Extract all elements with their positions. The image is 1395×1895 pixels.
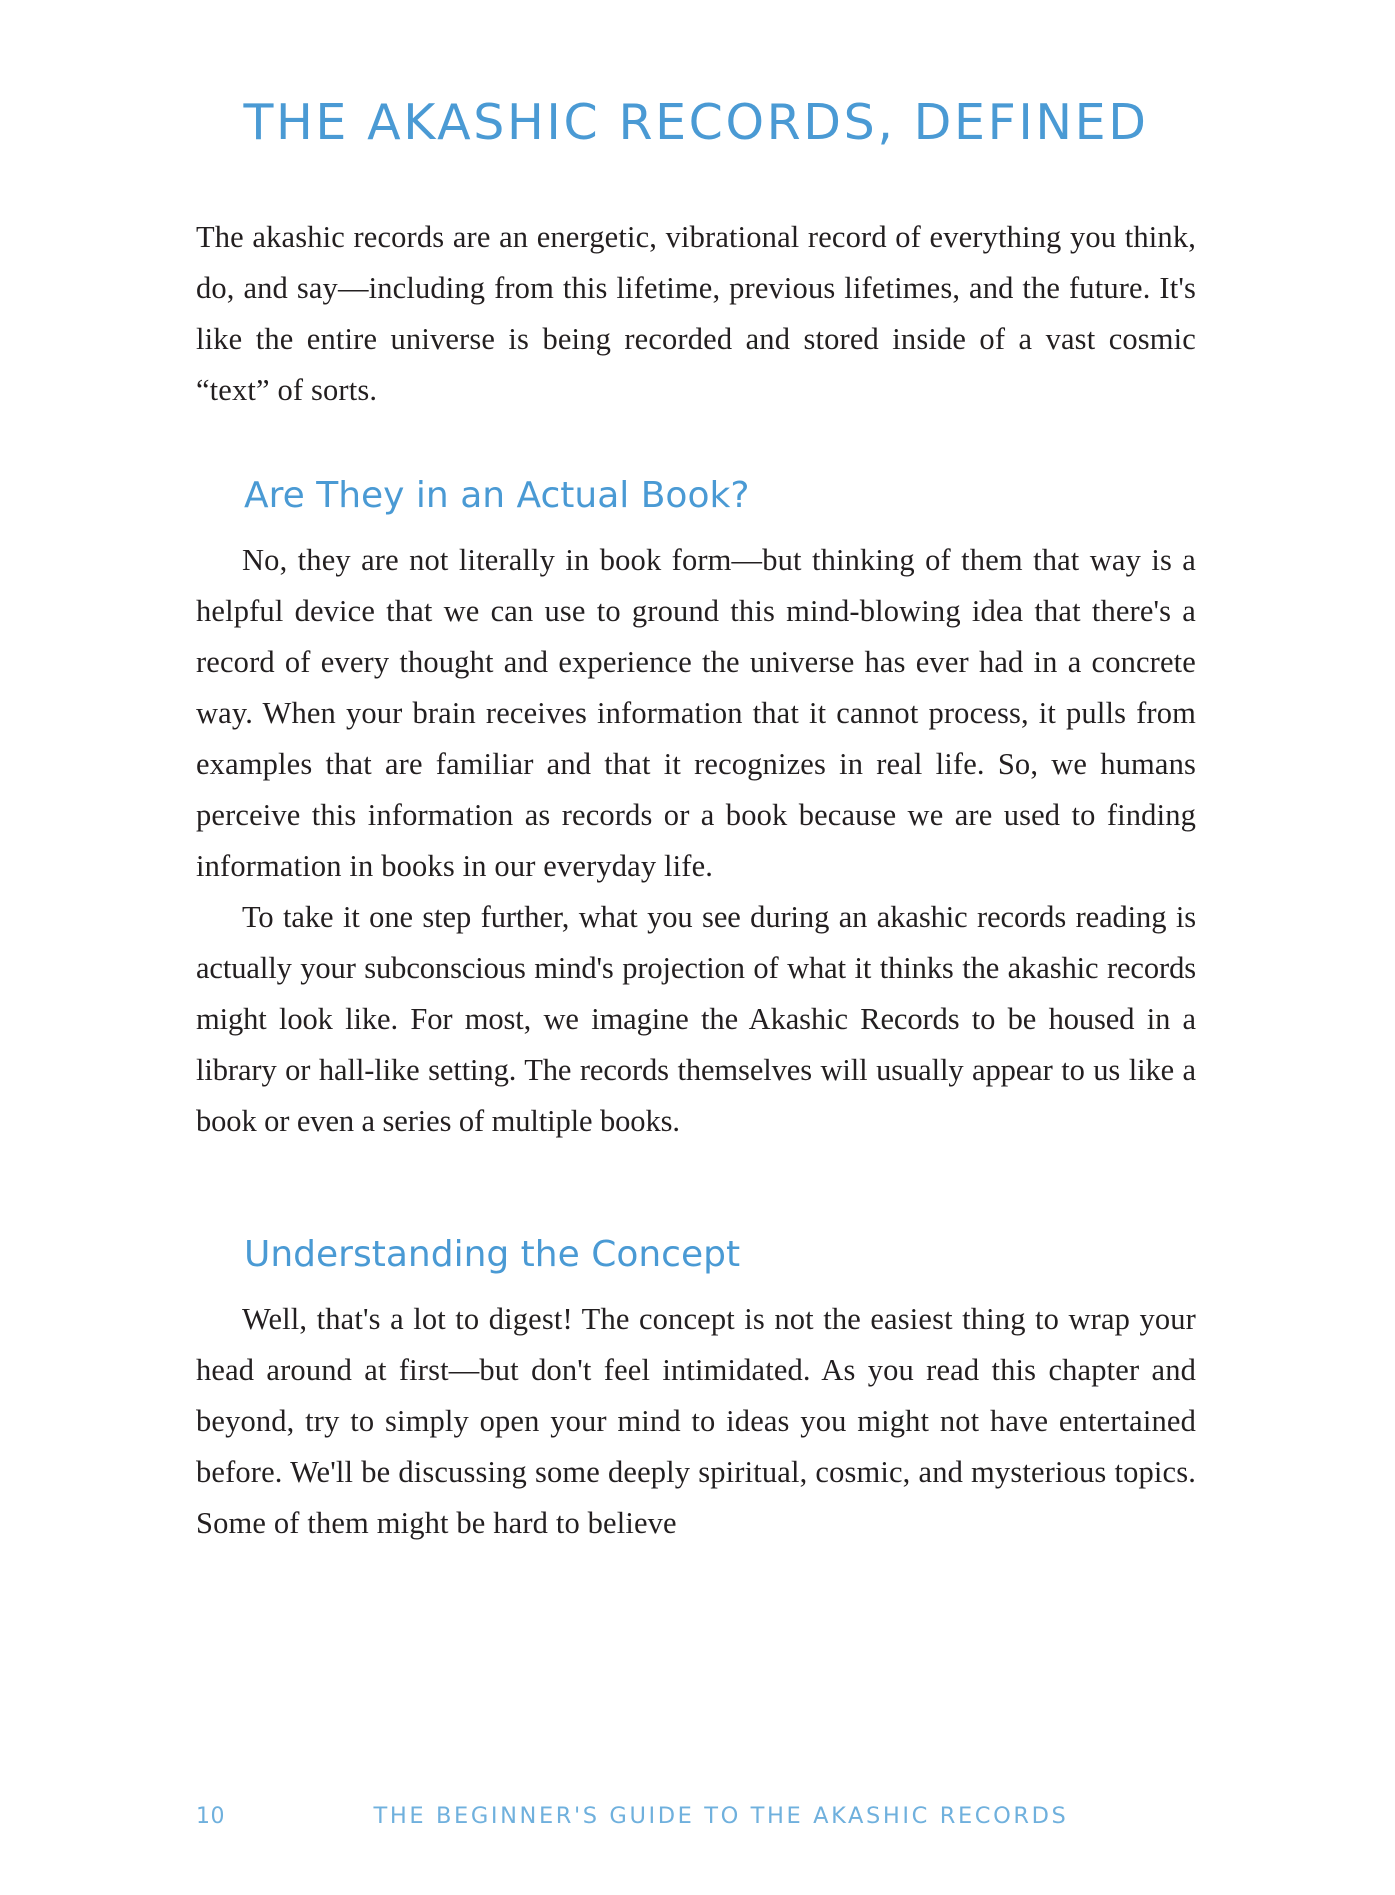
page-content (196, 96, 1196, 1549)
paragraph: To take it one step further, what you see during an akashic records reading is actually your subconscious mind's projection of what it thinks the akashic records might look like. For most, we imagine the Akashic Records to be housed in a library or hall-like setting. The records themselves will usually appear to us like a book or even a series of multiple books. (196, 900, 1196, 1139)
intro-paragraph: The akashic records are an energetic, vibrational record of everything you think, do, and say—including from this lifetime, previous lifetimes, and the future. It's like the entire universe is being recorded and stored inside of a vast cosmic “text” of sorts. (196, 219, 1196, 407)
paragraph: No, they are not literally in book form—but thinking of them that way is a helpful device that we can use to ground this mind-blowing idea that there's a record of every thought and experience the universe has ever had in a concrete way. When your brain receives information that it cannot process, it pulls from examples that are familiar and that it recognizes in real life. So, we humans perceive this information as records or a book because we are used to finding information in books in our everyday life. (196, 543, 1196, 884)
section-heading-are-they-in-an-actual-book: Are They in an Actual Book? (244, 474, 750, 516)
page-title: THE AKASHIC RECORDS, DEFINED (243, 94, 1149, 151)
page-footer (196, 1803, 1196, 1829)
running-head: THE BEGINNER'S GUIDE TO THE AKASHIC RECORDS (373, 1803, 1069, 1829)
paragraph: Well, that's a lot to digest! The concept is not the easiest thing to wrap your head around at first—but don't feel intimidated. As you read this chapter and beyond, try to simply open your mind to ideas you might not have entertained before. We'll be discussing some deeply spiritual, cosmic, and mysterious topics. Some of them might be hard to believe (196, 1302, 1196, 1541)
page-number: 10 (196, 1804, 225, 1829)
section-heading-understanding-the-concept: Understanding the Concept (244, 1234, 741, 1276)
